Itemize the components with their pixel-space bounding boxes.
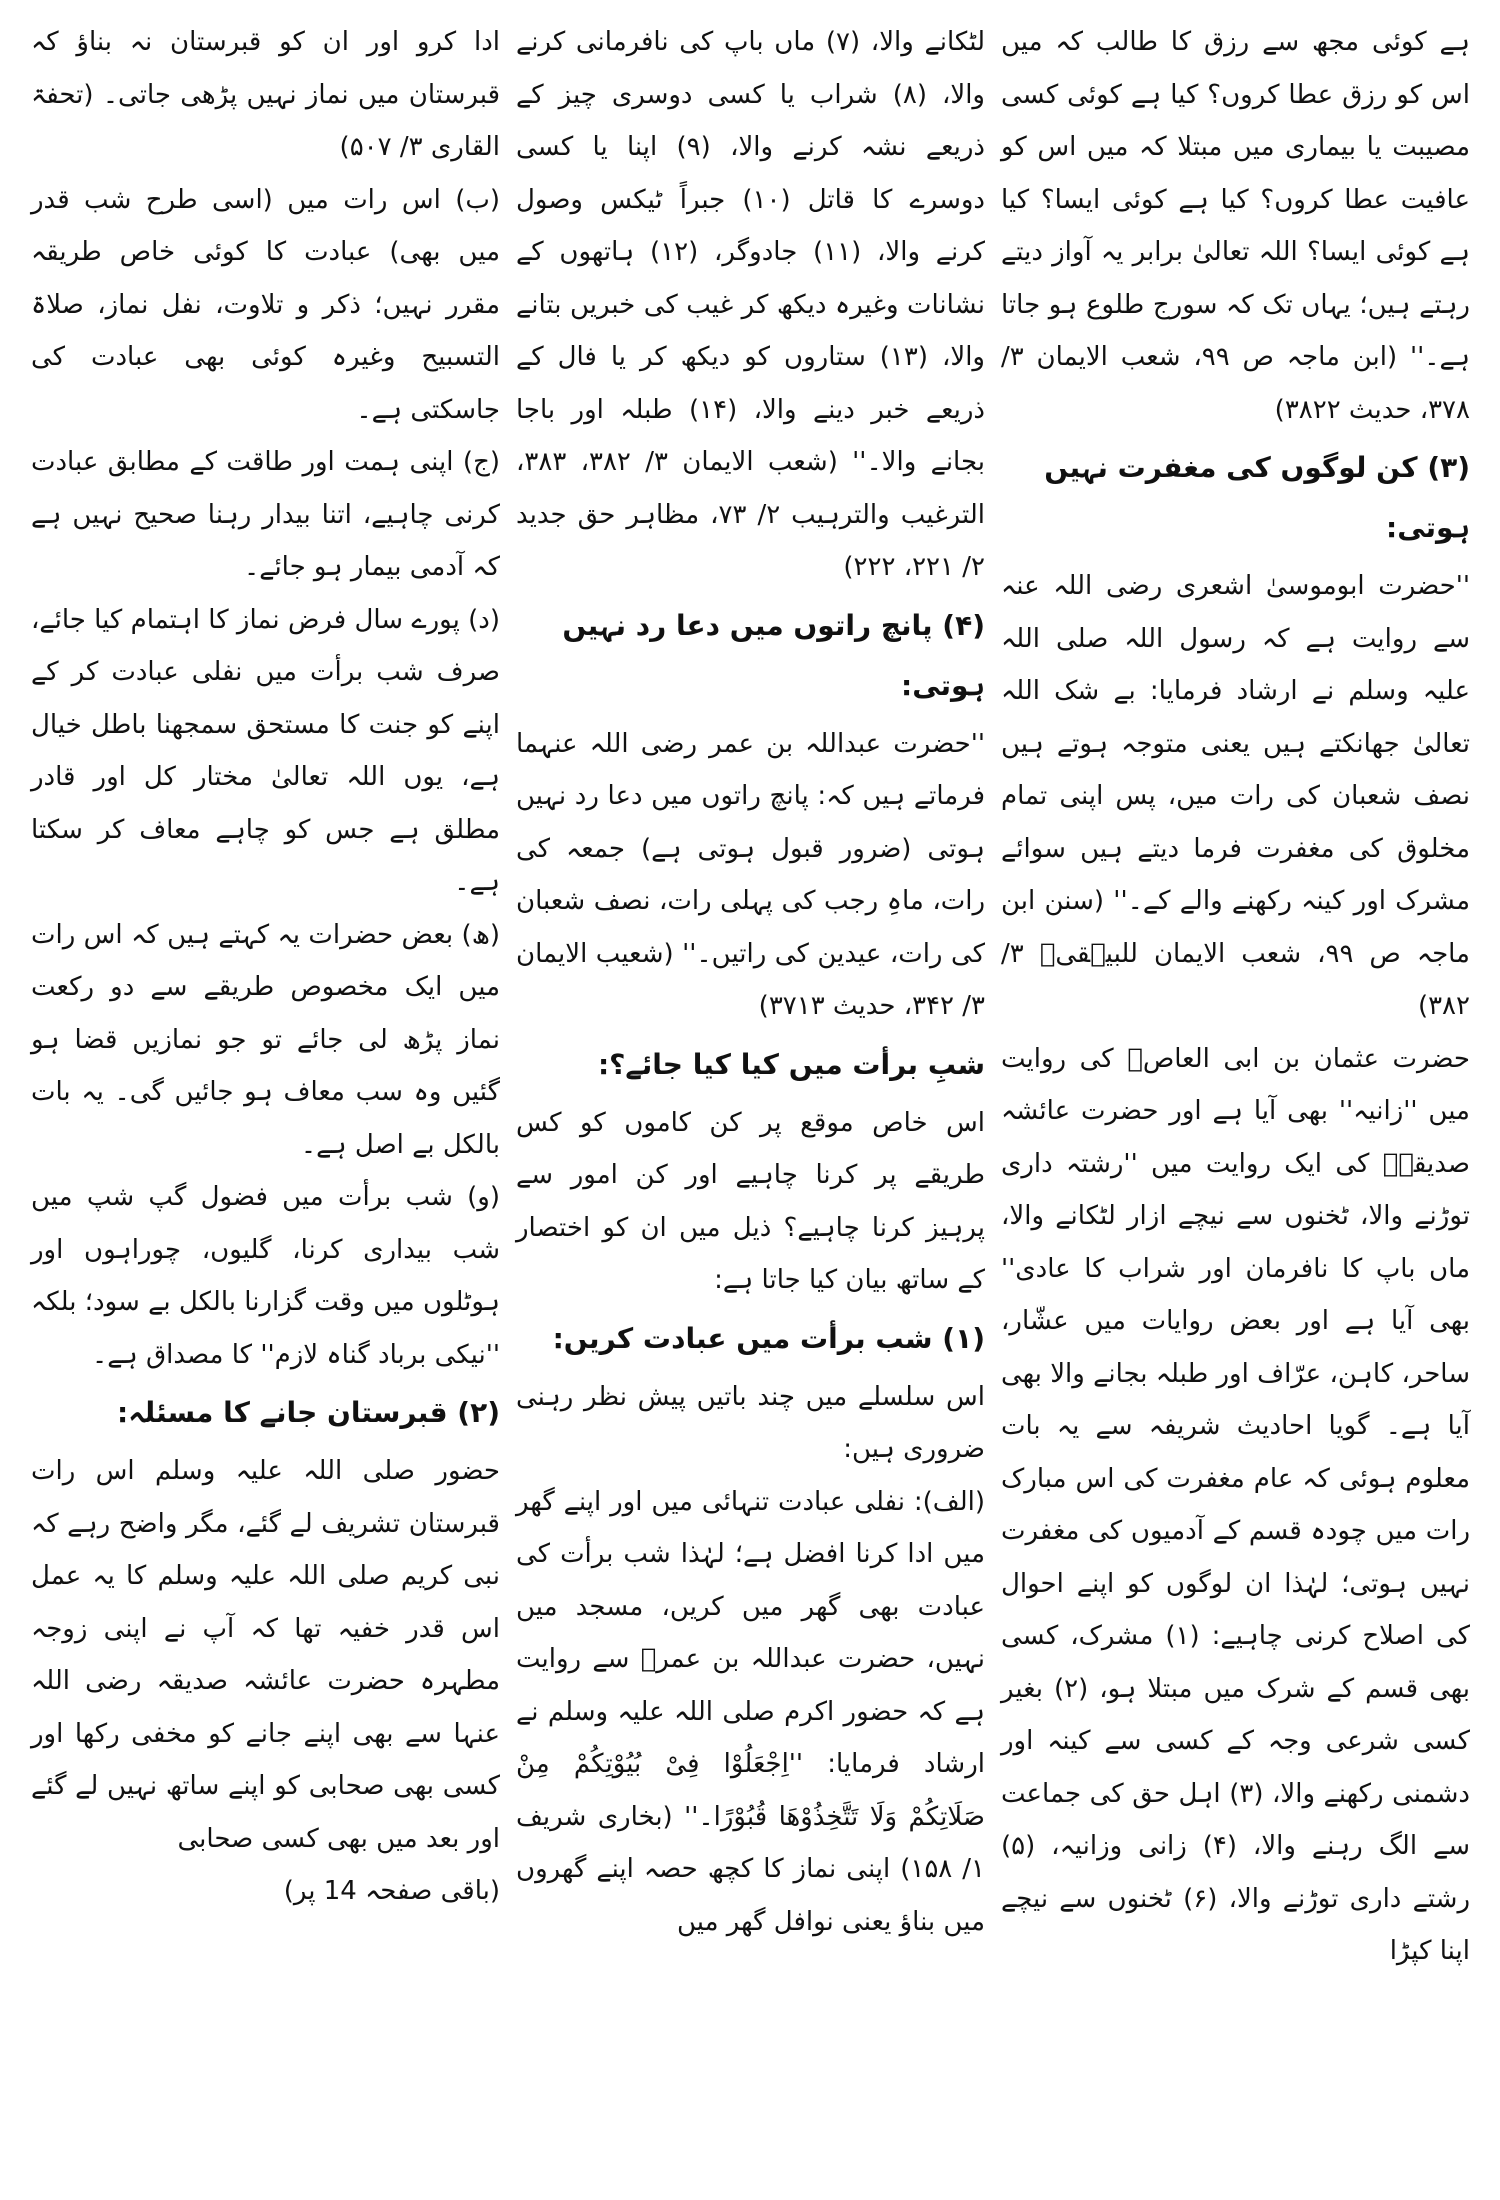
section-heading: شبِ برأت میں کیا کیا جائے؟: <box>597 1047 985 1081</box>
paragraph: (ج) اپنی ہمت اور طاقت کے مطابق عبادت کرنی چاہیے، اتنا بیدار رہنا صحیح نہیں ہے کہ آدمی بیمار ہو جائے۔ <box>31 447 500 582</box>
paragraph: حضرت عثمان بن ابی العاصؓ کی روایت میں ''زانیہ'' بھی آیا ہے اور حضرت عائشہ صدیقہؓ کی ایک روایت میں ''رشتہ داری توڑنے والا، ٹخنوں سے نیچے ازار لٹکانے والا، ماں باپ کا نافرمان اور شراب کا عادی'' بھی آیا ہے اور بعض روایات میں عشّار، ساحر، کاہن، عرّاف اور طبلہ بجانے والا بھی آیا ہے۔ گویا احادیث شریفہ سے یہ بات معلوم ہوئی کہ عام مغفرت کی اس مبارک رات میں چودہ قسم کے آدمیوں کی مغفرت نہیں ہوتی؛ لہٰذا ان لوگوں کو اپنے احوال کی اصلاح کرنی چاہیے: (۱) مشرک، کسی بھی قسم کے شرک میں مبتلا ہو، (۲) بغیر کسی شرعی وجہ کے کسی سے کینہ اور دشمنی رکھنے والا، (۳) اہل حق کی جماعت سے الگ رہنے والا، (۴) زانی وزانیہ، (۵) رشتے داری توڑنے والا، (۶) ٹخنوں سے نیچے اپنا کپڑا <box>1001 1043 1470 1966</box>
section-heading: (۲) قبرستان جانے کا مسئلہ: <box>117 1396 500 1429</box>
section-heading: (۱) شب برأت میں عبادت کریں: <box>552 1321 985 1355</box>
paragraph: اس سلسلے میں چند باتیں پیش نظر رہنی ضروری ہیں: <box>516 1381 985 1464</box>
paragraph: (ھ) بعض حضرات یہ کہتے ہیں کہ اس رات میں ایک مخصوص طریقے سے دو رکعت نماز پڑھ لی جائے تو جو نمازیں قضا ہو گئیں وہ سب معاف ہو جائیں گی۔ یہ بات بالکل بے اصل ہے۔ <box>31 919 500 1160</box>
paragraph: ہے کوئی مجھ سے رزق کا طالب کہ میں اس کو رزق عطا کروں؟ کیا ہے کوئی کسی مصیبت یا بیماری میں مبتلا کہ میں اس کو عافیت عطا کروں؟ کیا ہے کوئی ایسا؟ کیا ہے کوئی ایسا؟ اللہ تعالیٰ برابر یہ آواز دیتے رہتے ہیں؛ یہاں تک کہ سورج طلوع ہو جاتا ہے۔'' (ابن ماجہ ص ۹۹، شعب الایمان ۳/ ۳۷۸، حدیث ۳۸۲۲) <box>1001 27 1470 425</box>
paragraph: لٹکانے والا، (۷) ماں باپ کی نافرمانی کرنے والا، (۸) شراب یا کسی دوسری چیز کے ذریعے نشہ کرنے والا، (۹) اپنا یا کسی دوسرے کا قاتل (۱۰) جبراً ٹیکس وصول کرنے والا، (۱۱) جادوگر، (۱۲) ہاتھوں کے نشانات وغیرہ دیکھ کر غیب کی خبریں بتانے والا، (۱۳) ستاروں کو دیکھ کر یا فال کے ذریعے خبر دینے والا، (۱۴) طبلہ اور باجا بجانے والا۔'' (شعب الایمان ۳/ ۳۸۲، ۳۸۳، الترغیب والترہیب ۲/ ۷۳، مظاہر حق جدید ۲/ ۲۲۱، ۲۲۲) <box>516 27 986 582</box>
paragraph: ''حضرت ابوموسیٰ اشعری رضی اللہ عنہ سے روایت ہے کہ رسول اللہ صلی اللہ علیہ وسلم نے ارشاد فرمایا: بے شک اللہ تعالیٰ جھانکتے ہیں یعنی متوجہ ہوتے ہیں نصف شعبان کی رات میں، پس اپنی تمام مخلوق کی مغفرت فرما دیتے ہیں سوائے مشرک اور کینہ رکھنے والے کے۔'' (سنن ابن ماجہ ص ۹۹، شعب الایمان للبیہقیؒ ۳/ ۳۸۲) <box>1001 571 1470 1021</box>
paragraph: ''حضرت عبداللہ بن عمر رضی اللہ عنہما فرماتے ہیں کہ: پانچ راتوں میں دعا رد نہیں ہوتی (ضرور قبول ہوتی ہے) جمعہ کی رات، ماہِ رجب کی پہلی رات، نصف شعبان کی رات، عیدین کی راتیں۔'' (شعیب الایمان ۳/ ۳۴۲، حدیث ۳۷۱۳) <box>516 728 985 1021</box>
paragraph: ادا کرو اور ان کو قبرستان نہ بناؤ کہ قبرستان میں نماز نہیں پڑھی جاتی۔ (تحفۃ القاری ۳/ ۵۰۷) <box>31 27 500 162</box>
paragraph: اس خاص موقع پر کن کاموں کو کس طریقے پر کرنا چاہیے اور کن امور سے پرہیز کرنا چاہیے؟ ذیل میں ان کو اختصار کے ساتھ بیان کیا جاتا ہے: <box>516 1107 985 1295</box>
section-heading: (۳) کن لوگوں کی مغفرت نہیں ہوتی: <box>1044 451 1470 544</box>
paragraph: (و) شب برأت میں فضول گپ شپ میں شب بیداری کرنا، گلیوں، چوراہوں اور ہوٹلوں میں وقت گزارنا بالکل بے سود؛ بلکہ ''نیکی برباد گناہ لازم'' کا مصداق ہے۔ <box>31 1182 500 1370</box>
paragraph: (د) پورے سال فرض نماز کا اہتمام کیا جائے، صرف شب برأت میں نفلی عبادت کر کے اپنے کو جنت کا مستحق سمجھنا باطل خیال ہے، یوں اللہ تعالیٰ مختار کل اور قادر مطلق ہے جس کو چاہے معاف کر سکتا ہے۔ <box>31 604 500 897</box>
column-right <box>993 16 1478 2188</box>
column-left <box>23 16 508 2188</box>
paragraph: (الف): نفلی عبادت تنہائی میں اور اپنے گھر میں ادا کرنا افضل ہے؛ لہٰذا شب برأت کی عبادت بھی گھر میں کریں، مسجد میں نہیں، حضرت عبداللہ بن عمرؓ سے روایت ہے کہ حضور اکرم صلی اللہ علیہ وسلم نے ارشاد فرمایا: ''اِجْعَلُوْا فِیْ بُیُوْتِکُمْ مِنْ صَلَاتِکُمْ وَلَا تَتَّخِذُوْهَا قُبُوْرًا۔'' (بخاری شریف ۱/ ۱۵۸) اپنی نماز کا کچھ حصہ اپنے گھروں میں بناؤ یعنی نوافل گھر میں <box>516 1486 985 1937</box>
section-heading: (۴) پانچ راتوں میں دعا رد نہیں ہوتی: <box>562 608 985 702</box>
column-middle <box>508 16 993 2188</box>
paragraph: (باقی صفحہ 14 پر) <box>283 1876 500 1906</box>
paragraph: حضور صلی اللہ علیہ وسلم اس رات قبرستان تشریف لے گئے، مگر واضح رہے کہ نبی کریم صلی اللہ علیہ وسلم کا یہ عمل اس قدر خفیہ تھا کہ آپ نے اپنی زوجہ مطہرہ حضرت عائشہ صدیقہ رضی اللہ عنہا سے بھی اپنے جانے کو مخفی رکھا اور کسی بھی صحابی کو اپنے ساتھ نہیں لے گئے اور بعد میں بھی کسی صحابی <box>31 1456 500 1854</box>
paragraph: (ب) اس رات میں (اسی طرح شب قدر میں بھی) عبادت کا کوئی خاص طریقہ مقرر نہیں؛ ذکر و تلاوت، نفل نماز، صلاۃ التسبیح وغیرہ کوئی بھی عبادت کی جاسکتی ہے۔ <box>31 184 500 425</box>
